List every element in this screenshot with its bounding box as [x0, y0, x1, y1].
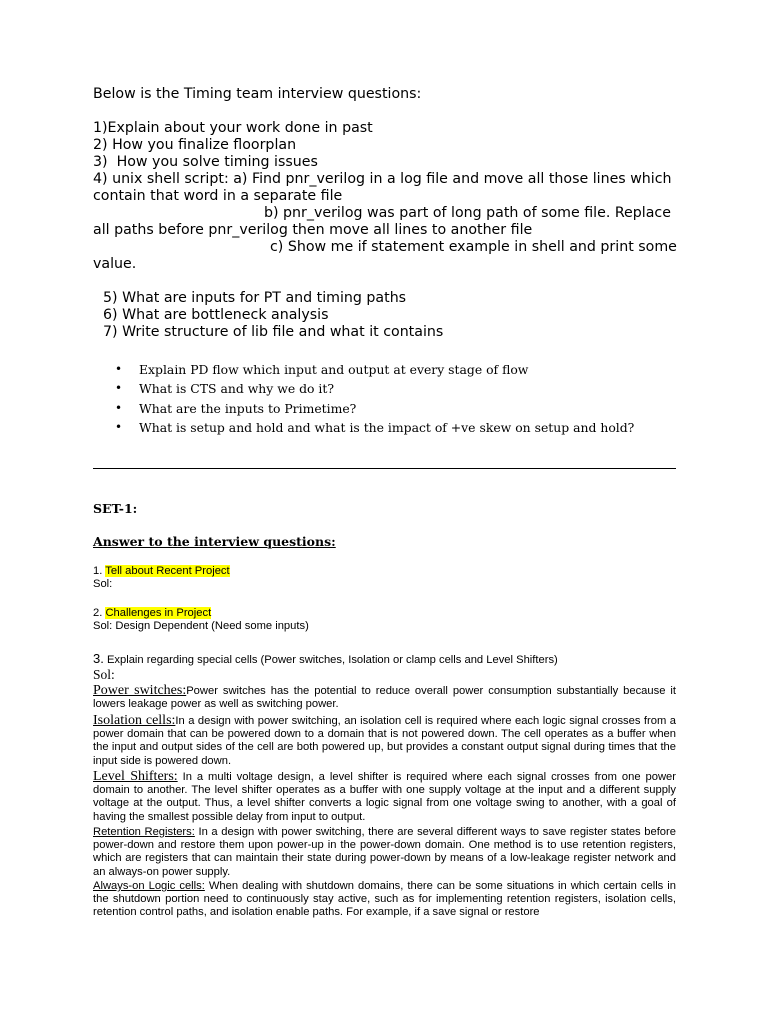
set-heading: SET-1:	[93, 501, 138, 516]
answers-heading: Answer to the interview questions:	[93, 534, 336, 549]
intro-line: Below is the Timing team interview questions:	[93, 86, 422, 102]
term-label: Level Shifters:	[93, 769, 178, 784]
list-item: • What is setup and hold and what is the impact of +ve skew on setup and hold?	[112, 418, 672, 437]
answer-item-1: 1. Tell about Recent Project Sol:	[93, 565, 676, 591]
answer-sol: Sol:	[93, 667, 115, 682]
list-item: • What is CTS and why we do it?	[112, 379, 672, 398]
term-label: Power switches:	[93, 683, 187, 698]
question-7: 7) Write structure of lib file and what it contains	[103, 324, 444, 340]
timing-questions-section	[93, 86, 683, 341]
horizontal-divider	[93, 468, 676, 469]
level-shifters-paragraph: Level Shifters: In a multi voltage design, a level shifter is required where each signal crosses from one power domain to another. The level shifter operates as a buffer with one supply voltage at the input and a different supply voltage at the output. Thus, a level shifter converts a logic signal from one voltage swing to another, with a goal of having the smallest possible delay from input to output.	[93, 769, 676, 823]
list-item: • Explain PD flow which input and output at every stage of flow	[112, 360, 672, 379]
power-switches-paragraph: Power switches:Power switches has the potential to reduce overall power consumption substantially because it lowers leakage power as well as switching power.	[93, 683, 676, 711]
answer-item-2: 2. Challenges in Project Sol: Design Dependent (Need some inputs)	[93, 607, 676, 633]
question-4c: c) Show me if statement example in shell and print some value.	[93, 239, 682, 272]
highlighted-title: Tell about Recent Project	[105, 565, 230, 577]
isolation-cells-paragraph: Isolation cells:In a design with power switching, an isolation cell is required where each logic signal crosses from a power domain that can be powered down to a domain that is not powered down. The cell operates as a buffer when the input and output sides of the cell are both powered up, but provides a constant output signal during times that the input side is powered down.	[93, 713, 676, 767]
question-3: 3) How you solve timing issues	[93, 154, 318, 170]
retention-registers-paragraph: Retention Registers: In a design with power switching, there are several different ways to save register states before power-down and restore them upon power-up in the power-down domain. One method is to use retention registers, which are registers that can maintain their state during power-down by means of a low-leakage register network and an always-on power supply.	[93, 826, 676, 878]
always-on-logic-paragraph: Always-on Logic cells: When dealing with shutdown domains, there can be some situations in which certain cells in the shutdown portion need to continuously stay active, such as for implementing retention registers, isolation cells, retention control paths, and isolation enable paths. For example, if a save signal or restore	[93, 880, 676, 919]
highlighted-title: Challenges in Project	[105, 607, 212, 619]
question-2: 2) How you finalize floorplan	[93, 137, 297, 153]
term-label: Always-on Logic cells:	[93, 880, 205, 892]
answer-sol: Sol: Design Dependent (Need some inputs)	[93, 620, 309, 633]
bullet-list	[112, 360, 672, 437]
question-4b: b) pnr_verilog was part of long path of some file. Replace all paths before pnr_verilog then move all lines to another file	[93, 205, 676, 238]
term-label: Retention Registers:	[93, 826, 195, 838]
question-4a: 4) unix shell script: a) Find pnr_verilog in a log file and move all those lines which contain that word in a separate file	[93, 171, 677, 204]
term-label: Isolation cells:	[93, 713, 176, 728]
answer-sol: Sol:	[93, 578, 113, 591]
question-1: 1)Explain about your work done in past	[93, 120, 373, 136]
answer-item-3: 3. Explain regarding special cells (Power switches, Isolation or clamp cells and Level Shifters)	[93, 651, 558, 666]
question-5: 5) What are inputs for PT and timing paths	[103, 290, 407, 306]
question-6: 6) What are bottleneck analysis	[103, 307, 329, 323]
list-item: • What are the inputs to Primetime?	[112, 399, 672, 418]
item-title: Explain regarding special cells (Power switches, Isolation or clamp cells and Level Shifters)	[103, 654, 558, 666]
